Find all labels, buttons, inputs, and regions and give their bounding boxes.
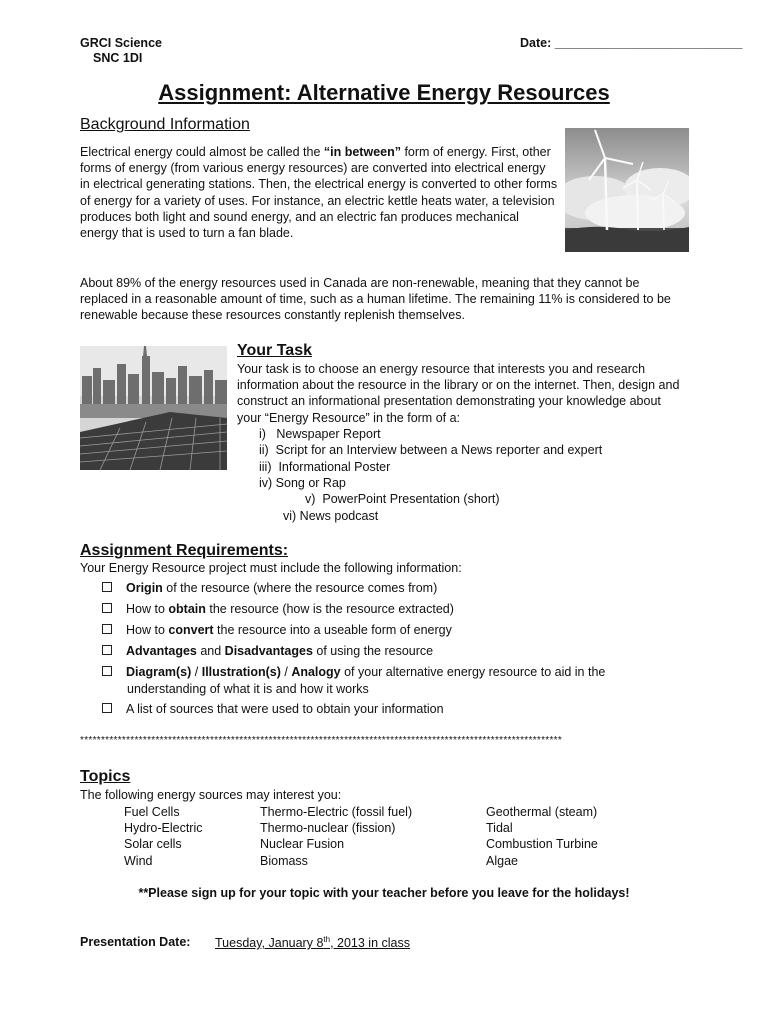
presentation-date-text: Tuesday, January 8 — [215, 936, 324, 951]
checkbox-icon — [102, 603, 112, 613]
separator-line: ******************************************************************************************************************* — [80, 735, 563, 746]
background-heading-text: Background Information — [80, 116, 250, 133]
task-option: i) Newspaper Report — [259, 427, 381, 441]
requirement-item — [102, 701, 444, 717]
page-title: Assignment: Alternative Energy Resources — [158, 80, 610, 105]
req-text: the resource (how is the resource extracted) — [205, 602, 454, 616]
presentation-date-text-end: , 2013 in class — [330, 936, 410, 951]
req-text: / — [191, 665, 202, 679]
req-bold: Disadvantages — [224, 644, 313, 658]
checkbox-icon — [102, 582, 112, 592]
req-text: of the resource (where the resource comes from) — [162, 581, 438, 595]
topic-item: Combustion Turbine — [486, 837, 598, 851]
requirements-intro: Your Energy Resource project must include the following information: — [80, 561, 462, 575]
requirement-item — [102, 664, 605, 680]
topic-item: Thermo-Electric (fossil fuel) — [260, 805, 413, 819]
req-text: How to — [126, 623, 169, 637]
task-option: ii) Script for an Interview between a News reporter and expert — [259, 443, 603, 457]
req-bold: Analogy — [291, 665, 341, 679]
background-heading — [80, 116, 250, 134]
requirement-item — [102, 580, 437, 596]
topic-item: Solar cells — [124, 837, 182, 851]
task-option: iv) Song or Rap — [259, 476, 346, 490]
requirements-heading — [80, 542, 288, 560]
req-text: of using the resource — [312, 644, 434, 658]
task-option: v) PowerPoint Presentation (short) — [305, 492, 500, 506]
signup-note: **Please sign up for your topic with your teacher before you leave for the holidays! — [138, 886, 630, 900]
topic-item: Thermo-nuclear (fission) — [260, 821, 396, 835]
req-bold: Origin — [126, 581, 163, 595]
req-bold: Illustration(s) — [201, 665, 281, 679]
bg-text-bold: “in between” — [323, 145, 401, 159]
task-intro: Your task is to choose an energy resource that interests you and research information about the resource in the library or on the internet. Then, design and construct an informational presentation demonstrating your knowledge about your “Energy Resource” in the form of a: — [237, 362, 680, 425]
req-text: and — [196, 644, 225, 658]
req-bold: Diagram(s) — [126, 665, 192, 679]
checkbox-icon — [102, 703, 112, 713]
topic-item: Geothermal (steam) — [486, 805, 598, 819]
wind-turbines-photo — [565, 128, 689, 252]
task-option: vi) News podcast — [283, 509, 379, 523]
topics-heading-text: Topics — [80, 768, 131, 785]
topic-item: Hydro-Electric — [124, 821, 203, 835]
date-field-label: Date: ___________________________ — [520, 36, 743, 50]
course-code: SNC 1DI — [93, 51, 143, 65]
req-text: How to — [126, 602, 169, 616]
presentation-date-label: Presentation Date: — [80, 935, 191, 949]
checkbox-icon — [102, 645, 112, 655]
requirement-item-continued: understanding of what it is and how it works — [127, 682, 369, 696]
req-text: A list of sources that were used to obtain your information — [126, 702, 444, 716]
req-text: of your alternative energy resource to aid in the — [340, 665, 606, 679]
requirement-item — [102, 643, 433, 659]
checkbox-icon — [102, 666, 112, 676]
task-option: iii) Informational Poster — [259, 460, 391, 474]
req-bold: Advantages — [126, 644, 197, 658]
school-name: GRCI Science — [80, 36, 162, 50]
req-text: / — [280, 665, 292, 679]
req-text: the resource into a useable form of energy — [213, 623, 452, 637]
topic-item: Algae — [486, 854, 518, 868]
topic-item: Biomass — [260, 854, 308, 868]
topic-item: Tidal — [486, 821, 513, 835]
background-paragraph-1 — [80, 144, 558, 241]
solar-panels-city-photo — [80, 346, 227, 470]
task-heading-text: Your Task — [237, 342, 312, 359]
bg-text-a: Electrical energy could almost be called the — [80, 145, 324, 159]
presentation-date-value — [215, 935, 410, 950]
bg-text-b: form of energy. First, other forms of energy (from various energy resources) are converted into electrical energy in electrical generating stations. Then, the electrical energy is converted to other forms of energy for a variety of uses. For instance, an electric kettle heats water, a television produces both light and sound energy, and an electric fan produces mechanical energy that is used to turn a fan blade. — [80, 145, 558, 241]
topic-item: Nuclear Fusion — [260, 837, 345, 851]
background-paragraph-2: About 89% of the energy resources used in Canada are non-renewable, meaning that they cannot be replaced in a reasonable amount of time, such as a human lifetime. The remaining 11% is considered to be renewable because these resources constantly replenish themselves. — [80, 276, 671, 323]
requirement-item — [102, 601, 454, 617]
requirements-heading-text: Assignment Requirements: — [80, 542, 289, 559]
topics-intro: The following energy sources may interest you: — [80, 788, 342, 802]
task-heading — [237, 342, 312, 360]
checkbox-icon — [102, 624, 112, 634]
requirement-item — [102, 622, 452, 638]
topic-item: Fuel Cells — [124, 805, 180, 819]
req-bold: obtain — [168, 602, 206, 616]
topics-heading — [80, 768, 130, 786]
topic-item: Wind — [124, 854, 153, 868]
presentation-date-suffix: th — [323, 935, 331, 944]
req-bold: convert — [168, 623, 214, 637]
